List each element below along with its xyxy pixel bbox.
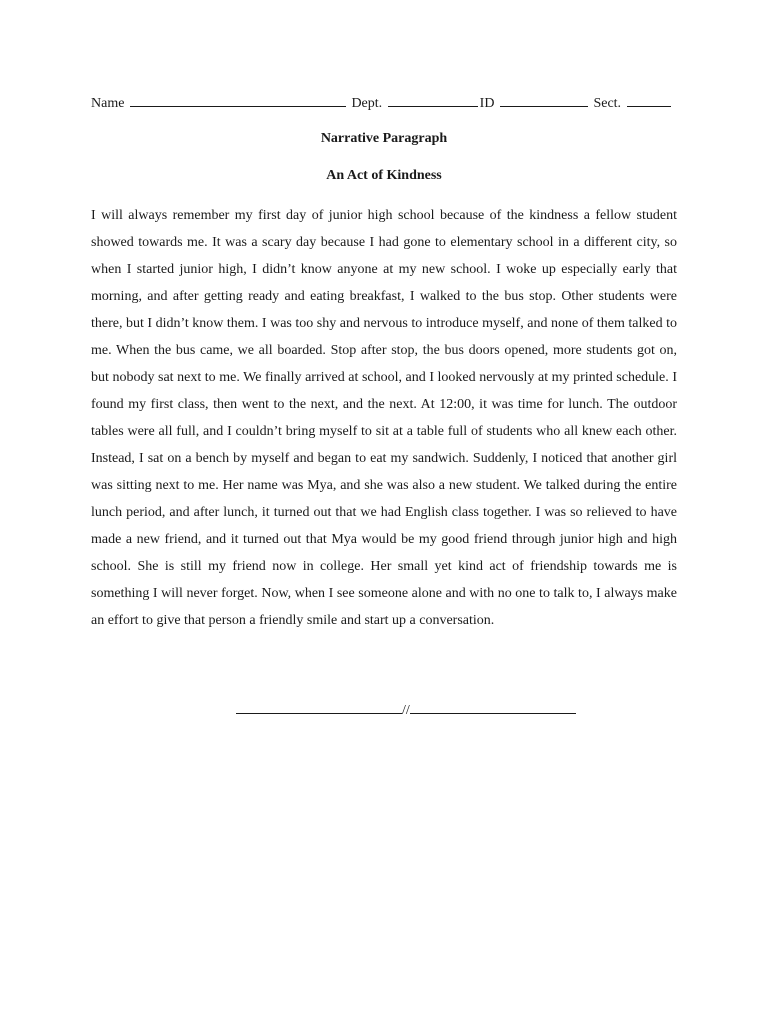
sect-label: Sect. <box>593 96 622 111</box>
dept-label: Dept. <box>351 96 383 111</box>
document-title: Narrative Paragraph <box>320 131 448 146</box>
signature-separator: // <box>402 703 410 718</box>
name-label: Name <box>91 96 125 111</box>
sect-blank <box>627 93 671 107</box>
name-blank <box>130 93 346 107</box>
signature-blank-right <box>410 700 576 714</box>
student-info-line <box>91 93 691 113</box>
document-subtitle: An Act of Kindness <box>326 168 442 183</box>
dept-blank <box>388 93 478 107</box>
signature-blank-left <box>236 700 402 714</box>
narrative-paragraph: I will always remember my first day of junior high school because of the kindness a fellow student showed towards me. It was a scary day because I had gone to elementary school in a different city, so when I started junior high, I didn’t know anyone at my new school. I woke up especially early that morning, and after getting ready and eating breakfast, I walked to the bus stop. Other students were there, but I didn’t know them. I was too shy and nervous to introduce myself, and none of them talked to me. When the bus came, we all boarded. Stop after stop, the bus doors opened, more students got on, but nobody sat next to me. We finally arrived at school, and I looked nervously at my printed schedule. I found my first class, then went to the next, and the next. At 12:00, it was time for lunch. The outdoor tables were all full, and I couldn’t bring myself to sit at a table full of students who all knew each other. Instead, I sat on a bench by myself and began to eat my sandwich. Suddenly, I noticed that another girl was sitting next to me. Her name was Mya, and she was also a new student. We talked during the entire lunch period, and after lunch, it turned out that we had English class together. I was so relieved to have made a new friend, and it turned out that Mya would be my good friend through junior high and high school. She is still my friend now in college. Her small yet kind act of friendship towards me is something I will never forget. Now, when I see someone alone and with no one to talk to, I always make an effort to give that person a friendly smile and start up a conversation. <box>91 208 677 628</box>
id-label: ID <box>479 96 495 111</box>
signature-line <box>236 700 581 720</box>
id-blank <box>500 93 588 107</box>
